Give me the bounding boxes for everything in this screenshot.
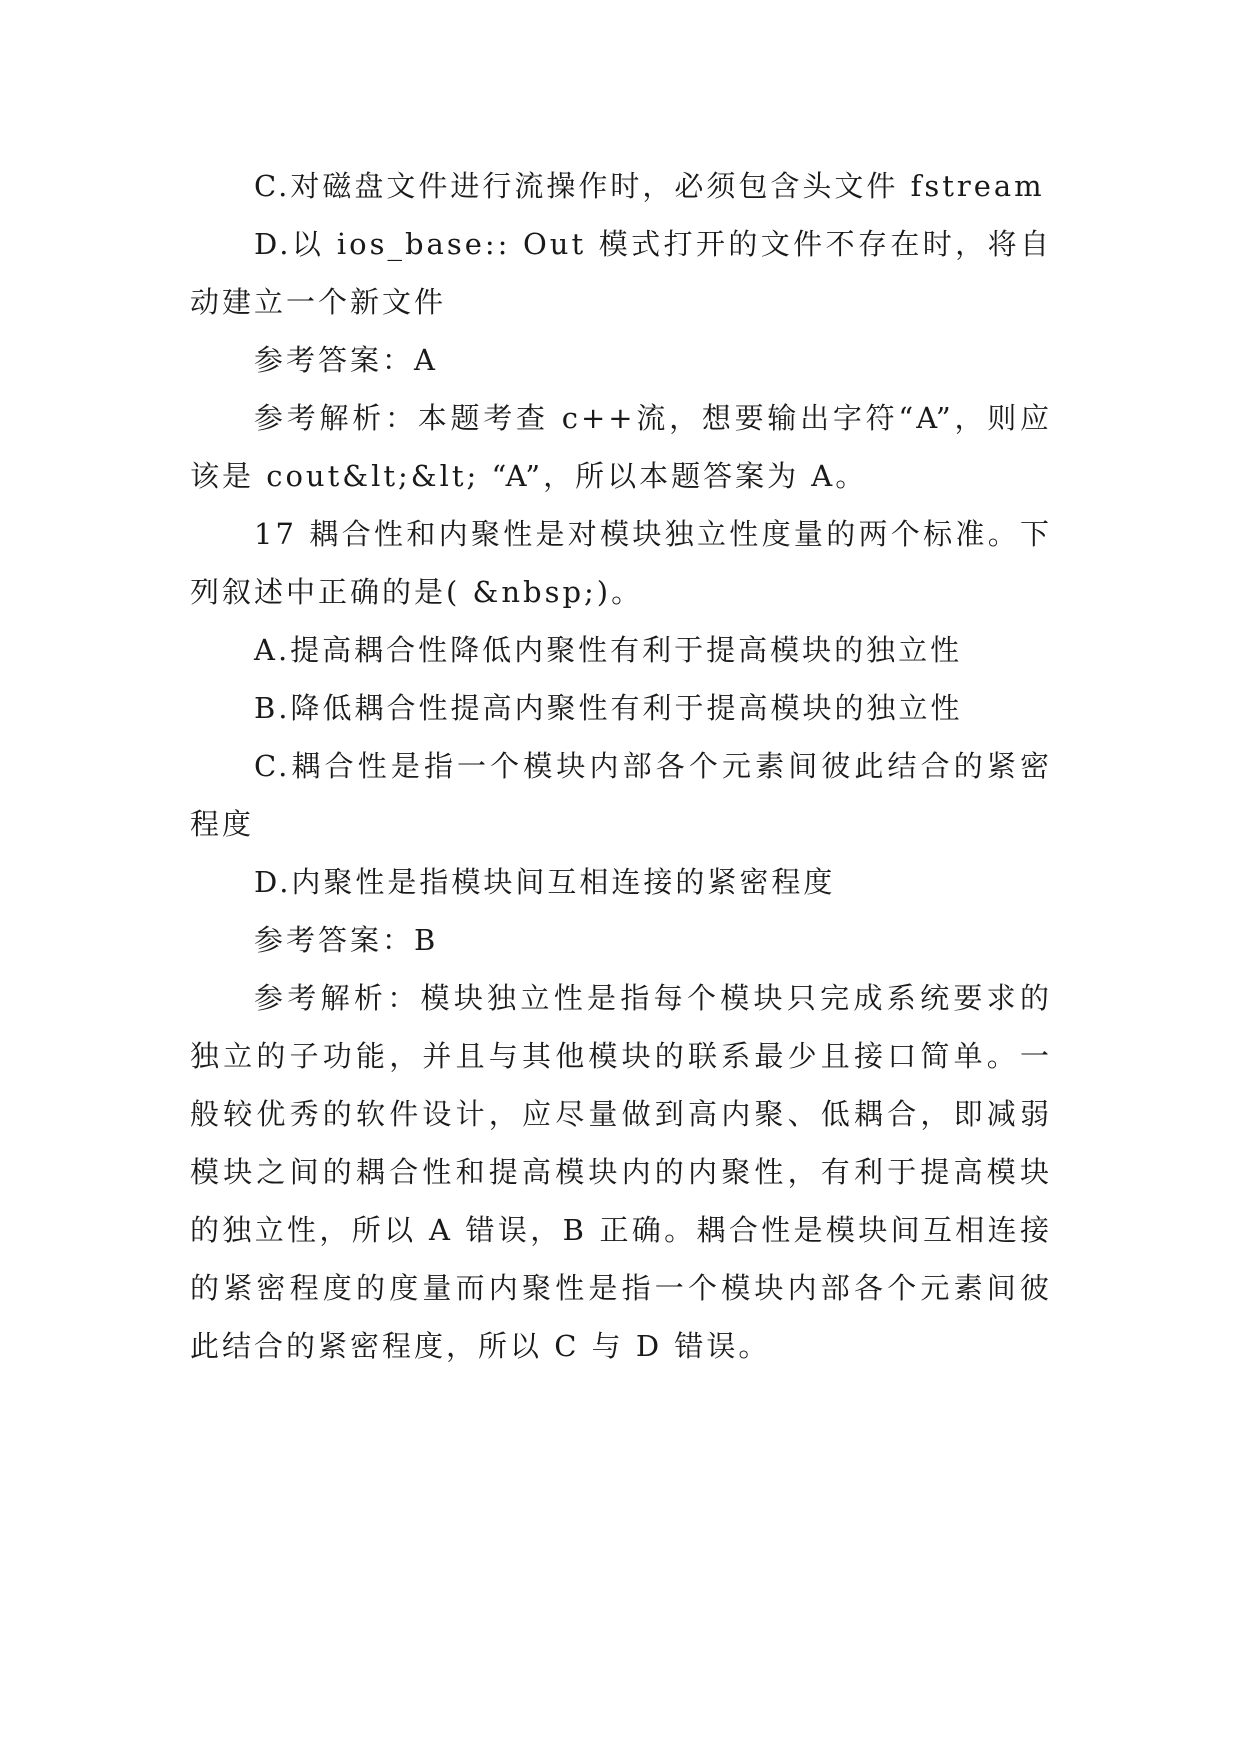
- option-d-ios-out: D.以 ios_base:: Out 模式打开的文件不存在时，将自动建立一个新文件: [190, 227, 1052, 319]
- option-a-17: A.提高耦合性降低内聚性有利于提高模块的独立性: [254, 633, 963, 667]
- document-body: [190, 157, 1052, 1375]
- explanation-16: 参考解析：本题考查 c++流，想要输出字符“A”，则应该是 cout&lt;&lt; “A”，所以本题答案为 A。: [190, 401, 1052, 493]
- option-c-17: C.耦合性是指一个模块内部各个元素间彼此结合的紧密程度: [190, 749, 1052, 841]
- answer-17: 参考答案：B: [254, 923, 439, 957]
- question-17: 17 耦合性和内聚性是对模块独立性度量的两个标准。下列叙述中正确的是( &nbsp;)。: [190, 517, 1052, 609]
- option-c-fstream: C.对磁盘文件进行流操作时，必须包含头文件 fstream: [254, 169, 1045, 203]
- answer-16: 参考答案：A: [254, 343, 438, 377]
- option-d-17: D.内聚性是指模块间互相连接的紧密程度: [254, 865, 836, 899]
- option-b-17: B.降低耦合性提高内聚性有利于提高模块的独立性: [254, 691, 963, 725]
- explanation-17: 参考解析：模块独立性是指每个模块只完成系统要求的独立的子功能，并且与其他模块的联系最少且接口简单。一般较优秀的软件设计，应尽量做到高内聚、低耦合，即减弱模块之间的耦合性和提高模块内的内聚性，有利于提高模块的独立性，所以 A 错误，B 正确。耦合性是模块间互相连接的紧密程度的度量而内聚性是指一个模块内部各个元素间彼此结合的紧密程度，所以 C 与 D 错误。: [190, 981, 1052, 1363]
